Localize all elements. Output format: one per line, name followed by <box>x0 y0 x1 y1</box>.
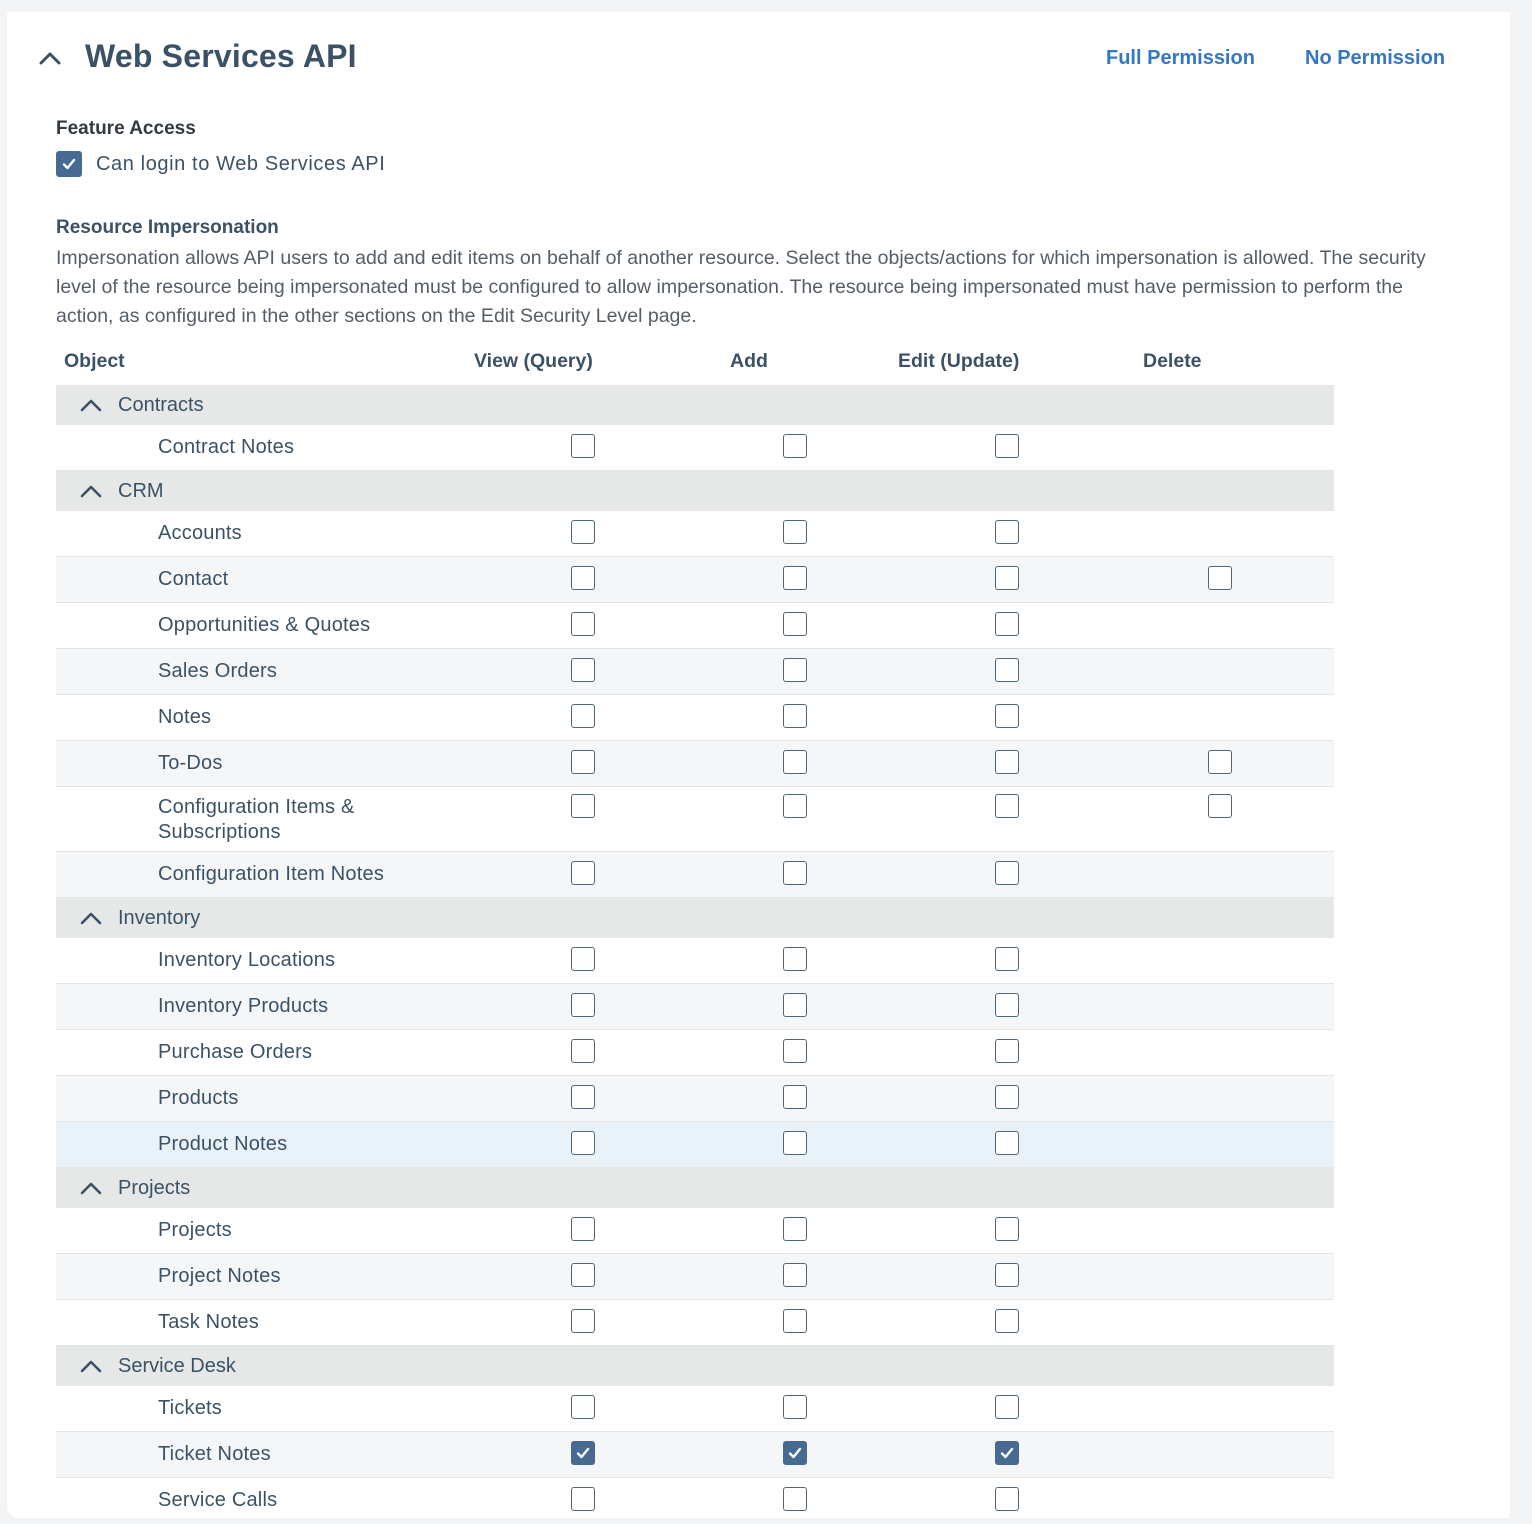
table-row <box>56 1030 1334 1076</box>
view-checkbox[interactable] <box>571 947 595 971</box>
edit-checkbox[interactable] <box>995 794 1019 818</box>
edit-checkbox[interactable] <box>995 1263 1019 1287</box>
add-cell <box>783 794 807 823</box>
table-row <box>56 1386 1334 1432</box>
edit-checkbox[interactable] <box>995 750 1019 774</box>
add-checkbox[interactable] <box>783 520 807 544</box>
object-name: Contact <box>158 568 229 590</box>
table-row <box>56 695 1334 741</box>
table-row <box>56 649 1334 695</box>
add-checkbox[interactable] <box>783 1085 807 1109</box>
edit-cell <box>995 520 1019 549</box>
view-cell <box>571 1131 595 1160</box>
table-row <box>56 1076 1334 1122</box>
edit-cell <box>995 794 1019 823</box>
view-checkbox[interactable] <box>571 1039 595 1063</box>
group-name: Service Desk <box>118 1354 236 1377</box>
group-name: Contracts <box>118 393 204 416</box>
object-name: Task Notes <box>158 1311 259 1333</box>
chevron-up-icon[interactable] <box>80 1181 102 1195</box>
chevron-up-icon[interactable] <box>39 50 61 66</box>
view-cell <box>571 658 595 687</box>
web-services-api-panel <box>7 12 1510 1518</box>
edit-cell <box>995 1131 1019 1160</box>
add-checkbox[interactable] <box>783 1039 807 1063</box>
view-cell <box>571 704 595 733</box>
view-cell <box>571 1309 595 1338</box>
delete-checkbox[interactable] <box>1208 566 1232 590</box>
object-name: Tickets <box>158 1397 222 1419</box>
view-checkbox[interactable] <box>571 1085 595 1109</box>
full-permission-link[interactable]: Full Permission <box>1106 47 1255 69</box>
view-checkbox[interactable] <box>571 520 595 544</box>
edit-checkbox[interactable] <box>995 1309 1019 1333</box>
column-header-object: Object <box>64 350 125 372</box>
group-row-contracts[interactable] <box>56 385 1334 425</box>
add-cell <box>783 566 807 595</box>
add-checkbox[interactable] <box>783 612 807 636</box>
add-checkbox[interactable] <box>783 566 807 590</box>
object-name: Sales Orders <box>158 660 278 682</box>
add-cell <box>783 1395 807 1424</box>
view-checkbox[interactable] <box>571 704 595 728</box>
table-row <box>56 1432 1334 1478</box>
table-row <box>56 984 1334 1030</box>
delete-checkbox[interactable] <box>1208 750 1232 774</box>
view-cell <box>571 861 595 890</box>
add-checkbox[interactable] <box>783 704 807 728</box>
object-name: Purchase Orders <box>158 1041 313 1063</box>
section-title: Web Services API <box>85 38 357 74</box>
add-cell <box>783 434 807 463</box>
table-row <box>56 557 1334 603</box>
add-cell <box>783 993 807 1022</box>
delete-cell <box>1208 794 1232 823</box>
object-name: Products <box>158 1087 239 1109</box>
group-name: CRM <box>118 479 164 502</box>
chevron-up-icon[interactable] <box>80 1359 102 1373</box>
add-checkbox[interactable] <box>783 1441 807 1465</box>
add-cell <box>783 1263 807 1292</box>
object-name: Product Notes <box>158 1133 288 1155</box>
edit-checkbox[interactable] <box>995 947 1019 971</box>
add-checkbox[interactable] <box>783 993 807 1017</box>
section-header <box>7 12 1510 104</box>
column-header-edit: Edit (Update) <box>898 350 1020 372</box>
login-checkbox[interactable] <box>56 151 82 177</box>
view-cell <box>571 520 595 549</box>
chevron-up-icon[interactable] <box>80 484 102 498</box>
add-checkbox[interactable] <box>783 1309 807 1333</box>
add-checkbox[interactable] <box>783 1131 807 1155</box>
table-row <box>56 741 1334 787</box>
view-checkbox[interactable] <box>571 861 595 885</box>
view-checkbox[interactable] <box>571 1263 595 1287</box>
add-cell <box>783 520 807 549</box>
group-row-projects[interactable] <box>56 1168 1334 1208</box>
object-name: Inventory Products <box>158 995 329 1017</box>
view-checkbox[interactable] <box>571 1487 595 1511</box>
delete-cell <box>1208 750 1232 779</box>
edit-cell <box>995 1085 1019 1114</box>
edit-checkbox[interactable] <box>995 1487 1019 1511</box>
table-row <box>56 1478 1334 1518</box>
object-name: Opportunities & Quotes <box>158 614 371 636</box>
object-name: Accounts <box>158 522 242 544</box>
chevron-up-icon[interactable] <box>80 911 102 925</box>
add-cell <box>783 612 807 641</box>
delete-cell <box>1208 566 1232 595</box>
edit-cell <box>995 947 1019 976</box>
view-cell <box>571 434 595 463</box>
edit-checkbox[interactable] <box>995 704 1019 728</box>
table-row <box>56 852 1334 898</box>
add-checkbox[interactable] <box>783 1263 807 1287</box>
table-body <box>56 385 1334 1518</box>
view-checkbox[interactable] <box>571 794 595 818</box>
edit-cell <box>995 1309 1019 1338</box>
edit-checkbox[interactable] <box>995 861 1019 885</box>
add-checkbox[interactable] <box>783 1395 807 1419</box>
edit-checkbox[interactable] <box>995 1217 1019 1241</box>
impersonation-table <box>56 346 1334 1518</box>
object-name: Ticket Notes <box>158 1443 271 1465</box>
edit-checkbox[interactable] <box>995 993 1019 1017</box>
edit-checkbox[interactable] <box>995 658 1019 682</box>
group-row-service-desk[interactable] <box>56 1346 1334 1386</box>
add-checkbox[interactable] <box>783 794 807 818</box>
add-checkbox[interactable] <box>783 658 807 682</box>
add-cell <box>783 861 807 890</box>
add-checkbox[interactable] <box>783 947 807 971</box>
column-header-add: Add <box>730 350 768 372</box>
view-cell <box>571 1039 595 1068</box>
add-checkbox[interactable] <box>783 1217 807 1241</box>
edit-cell <box>995 434 1019 463</box>
group-row-inventory[interactable] <box>56 898 1334 938</box>
object-name: Inventory Locations <box>158 949 336 971</box>
column-header-delete: Delete <box>1143 350 1202 372</box>
table-row <box>56 1208 1334 1254</box>
column-header-view: View (Query) <box>474 350 593 372</box>
add-checkbox[interactable] <box>783 434 807 458</box>
view-checkbox[interactable] <box>571 658 595 682</box>
view-checkbox[interactable] <box>571 1131 595 1155</box>
edit-checkbox[interactable] <box>995 1131 1019 1155</box>
edit-cell <box>995 1395 1019 1424</box>
add-cell <box>783 1487 807 1516</box>
view-cell <box>571 1263 595 1292</box>
group-row-crm[interactable] <box>56 471 1334 511</box>
checkmark-icon <box>575 1445 591 1461</box>
view-checkbox[interactable] <box>571 1395 595 1419</box>
view-cell <box>571 1487 595 1516</box>
add-cell <box>783 1085 807 1114</box>
edit-checkbox[interactable] <box>995 612 1019 636</box>
view-cell <box>571 1395 595 1424</box>
view-checkbox[interactable] <box>571 434 595 458</box>
view-cell <box>571 993 595 1022</box>
view-cell <box>571 1085 595 1114</box>
object-name: Contract Notes <box>158 436 295 458</box>
add-checkbox[interactable] <box>783 750 807 774</box>
view-checkbox[interactable] <box>571 993 595 1017</box>
resource-impersonation-heading: Resource Impersonation <box>56 217 279 238</box>
object-name: Project Notes <box>158 1265 281 1287</box>
edit-cell <box>995 1487 1019 1516</box>
view-cell <box>571 750 595 779</box>
table-row <box>56 603 1334 649</box>
view-checkbox[interactable] <box>571 612 595 636</box>
edit-checkbox[interactable] <box>995 1395 1019 1419</box>
table-row <box>56 1300 1334 1346</box>
group-name: Inventory <box>118 906 201 929</box>
edit-checkbox[interactable] <box>995 1039 1019 1063</box>
login-checkbox-label: Can login to Web Services API <box>96 152 386 175</box>
object-name: Service Calls <box>158 1489 278 1511</box>
table-row <box>56 511 1334 557</box>
no-permission-link[interactable]: No Permission <box>1305 47 1446 69</box>
edit-cell <box>995 1217 1019 1246</box>
edit-checkbox[interactable] <box>995 566 1019 590</box>
chevron-up-icon[interactable] <box>80 398 102 412</box>
object-name: Notes <box>158 706 212 728</box>
login-checkbox-row[interactable] <box>56 151 385 177</box>
edit-cell <box>995 566 1019 595</box>
add-cell <box>783 1441 807 1466</box>
view-cell <box>571 1217 595 1246</box>
group-name: Projects <box>118 1176 191 1199</box>
view-checkbox[interactable] <box>571 750 595 774</box>
edit-cell <box>995 1263 1019 1292</box>
edit-checkbox[interactable] <box>995 1085 1019 1109</box>
edit-cell <box>995 750 1019 779</box>
add-cell <box>783 947 807 976</box>
edit-cell <box>995 704 1019 733</box>
table-row <box>56 425 1334 471</box>
table-row <box>56 938 1334 984</box>
add-cell <box>783 750 807 779</box>
table-header <box>56 346 1334 385</box>
view-cell <box>571 1441 595 1466</box>
add-checkbox[interactable] <box>783 861 807 885</box>
object-name: Configuration Item Notes <box>158 863 385 885</box>
view-checkbox[interactable] <box>571 1217 595 1241</box>
add-checkbox[interactable] <box>783 1487 807 1511</box>
edit-cell <box>995 993 1019 1022</box>
view-checkbox[interactable] <box>571 1441 595 1465</box>
object-name: To-Dos <box>158 752 223 774</box>
edit-cell <box>995 1039 1019 1068</box>
edit-checkbox[interactable] <box>995 520 1019 544</box>
edit-cell <box>995 1441 1019 1466</box>
add-cell <box>783 658 807 687</box>
checkmark-icon <box>787 1445 803 1461</box>
view-checkbox[interactable] <box>571 566 595 590</box>
object-name: Configuration Items & Subscriptions <box>158 796 355 843</box>
table-row <box>56 1254 1334 1300</box>
edit-cell <box>995 861 1019 890</box>
add-cell <box>783 1131 807 1160</box>
checkmark-icon <box>61 156 77 172</box>
add-cell <box>783 704 807 733</box>
add-cell <box>783 1309 807 1338</box>
table-row <box>56 787 1334 852</box>
add-cell <box>783 1039 807 1068</box>
view-cell <box>571 947 595 976</box>
object-name: Projects <box>158 1219 232 1241</box>
view-checkbox[interactable] <box>571 1309 595 1333</box>
edit-cell <box>995 658 1019 687</box>
resource-impersonation-description: Impersonation allows API users to add and edit items on behalf of another resource. Select the objects/actions for which impersonation is allowed. The security level of the resource being impersonated must be configured to allow impersonation. The resource being impersonated must have permission to perform the action, as configured in the other sections on the Edit Security Level page. <box>56 247 1426 327</box>
edit-checkbox[interactable] <box>995 434 1019 458</box>
view-cell <box>571 566 595 595</box>
table-row <box>56 1122 1334 1168</box>
feature-access-heading: Feature Access <box>56 118 196 139</box>
checkmark-icon <box>999 1445 1015 1461</box>
view-cell <box>571 794 595 823</box>
add-cell <box>783 1217 807 1246</box>
view-cell <box>571 612 595 641</box>
edit-cell <box>995 612 1019 641</box>
delete-checkbox[interactable] <box>1208 794 1232 818</box>
edit-checkbox[interactable] <box>995 1441 1019 1465</box>
